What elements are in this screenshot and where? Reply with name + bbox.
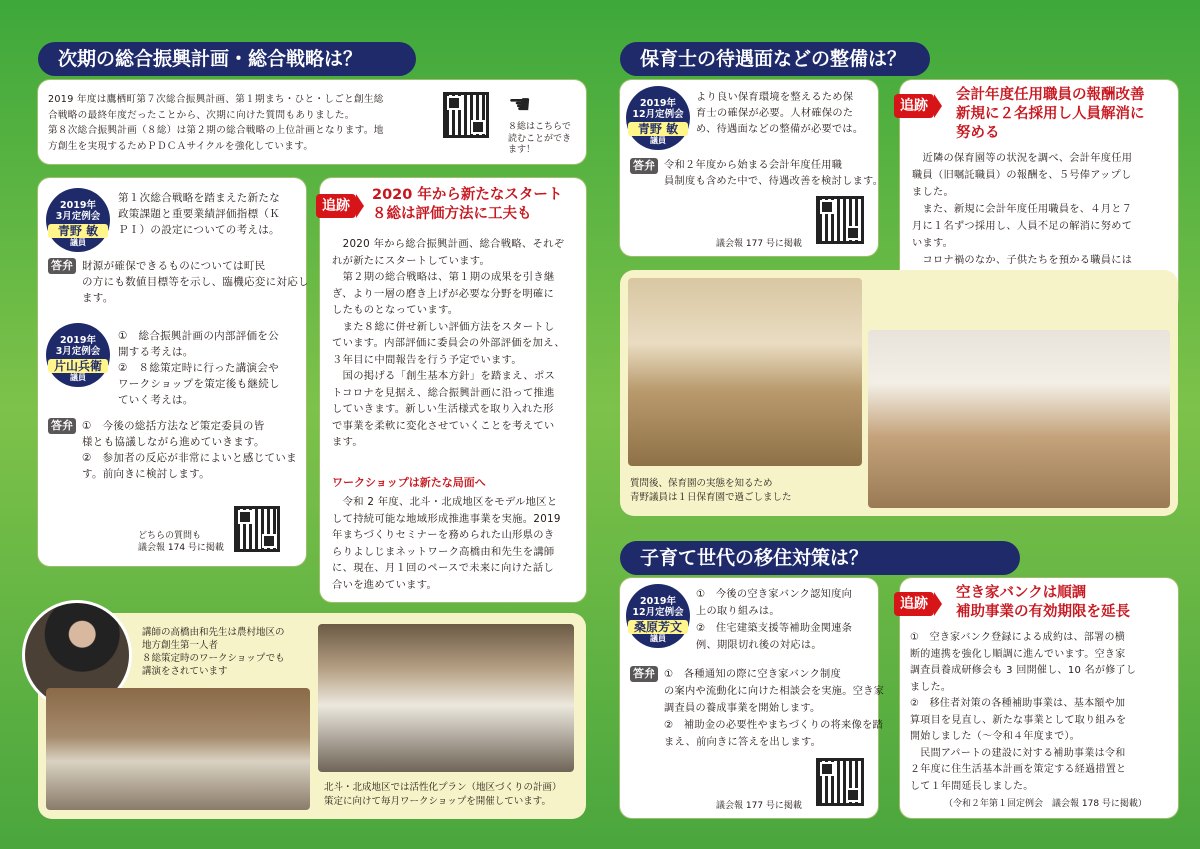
track-migration-heading: 空き家バンクは順調 補助事業の有効期限を延長 [956, 585, 1130, 620]
section-title-nursery: 保育士の待遇面などの整備は？ [620, 42, 930, 76]
qr-code-8th-plan[interactable] [443, 92, 489, 138]
track-nursery-heading: 会計年度任用職員の報酬改善 新規に２名採用し人員解消に 努める [956, 87, 1145, 141]
tracking-badge-3: 追跡 [894, 592, 934, 616]
qr-note: ８総はこちらで 読むことができ ます！ [508, 122, 572, 155]
workshop-caption: 北斗・北成地区では活性化プラン（地区づくりの計画） 策定に向けて毎月ワークショップを開催しています。 [324, 782, 562, 807]
question-migration: ① 今後の空き家バンク認知度向 上の取り組みは。 ② 住宅建築支援等補助金関連条 例、期限切れ後の対応は。 [696, 589, 853, 651]
answer-kpi: 財源が確保できるものについては町民 の方にも数値目標等を示し、臨機応変に対応し ます。 [82, 260, 309, 304]
note-177-b: 議会報 177 号に掲載 [716, 801, 802, 811]
badge-katayama-march: 2019年 3月定例会 片山兵衛 議員 [46, 323, 110, 387]
qr-code-177-b[interactable] [816, 758, 864, 806]
note-174: どちらの質問も 議会報 174 号に掲載 [138, 531, 224, 553]
tracking-badge-2: 追跡 [894, 94, 934, 118]
answer-label: 答弁 [48, 258, 76, 274]
intro-card [38, 80, 586, 164]
answer-migration: ① 各種通知の際に空き家バンク制度 の案内や流動化に向けた相談会を実施。空き家 調査員の養成事業を開始します。 ② 補助金の必要性やまちづくりの将来像を踏 まえ、前向きに答えを出します。 [664, 669, 885, 748]
question-kpi: 第１次総合戦略を踏まえた新たな 政策課題と重要業績評価指標（Ｋ ＰＩ）の設定についての考えは。 [118, 192, 280, 236]
intro-text: 2019 年度は鷹栖町第７次総合振興計画、第１期まち・ひと・しごと創生総 合戦略の最終年度だったことから、次期に向けた質問もありました。 第８次総合振興計画（８総）は第２期の総合戦略の上位計画となります。地 方創生を実現するためＰＤＣＡサイクルを強化しています。 [48, 94, 384, 152]
nursery-photo-1 [628, 278, 862, 466]
tracking-badge: 追跡 [316, 194, 356, 218]
question-evaluation: ① 総合振興計画の内部評価を公 開する考えは。 ② ８総策定時に行った講演会や ワークショップを策定後も継続し ていく考えは。 [118, 330, 280, 406]
badge-aono-march: 2019年 3月定例会 青野 敏 議員 [46, 188, 110, 252]
question-nursery: より良い保育環境を整えるため保 育士の確保が必要。人材確保のた め、待遇面などの整備が必要では。 [696, 92, 864, 135]
qr-code-177-a[interactable] [816, 196, 864, 244]
answer-label-2: 答弁 [48, 418, 76, 434]
section-title-strategy: 次期の総合振興計画・総合戦略は？ [38, 42, 416, 76]
pointing-hand-icon: ☚ [508, 90, 532, 120]
workshop-photo-left [46, 688, 310, 810]
track-strategy-body: 2020 年から総合振興計画、総合戦略、それぞ れが新たにスタートしています。 第２期の総合戦略は、第１期の成果を引き継 ぎ、より一層の磨き上げが必要な分野を明確に したものとなっています。 また８総に併せ新しい評価方法をスタートし ています。内部評価に委員会の外部評価を加え、 ３年目に中間報告を行う予定でいます。 国の掲げる「創生基本方針」を踏まえ、ポス トコロナを見据え、総合振興計画に沿って推進 していきます。新しい生活様式を取り入れた形 で事業を柔軟に変化させていくことを考えてい ます。 [332, 238, 565, 448]
answer-label-4: 答弁 [630, 666, 658, 682]
track-strategy-heading: 2020 年から新たなスタート ８総は評価方法に工夫も [372, 187, 563, 222]
answer-nursery: 令和２年度から始まる会計年度任用職 員制度も含めた中で、待遇改善を検討します。 [664, 160, 884, 187]
workshop-photo-right [318, 624, 574, 772]
badge-kuwabara-december: 2019年 12月定例会 桑原芳文 議員 [626, 584, 690, 648]
note-177-a: 議会報 177 号に掲載 [716, 239, 802, 249]
workshop-subheading: ワークショップは新たな局面へ [332, 476, 486, 489]
nursery-qa-card [620, 80, 884, 256]
track-migration-body: ① 空き家バンク登録による成約は、部署の横 断的連携を強化し順調に進んでいます。空き家 調査員養成研修会も 3 回開催し、10 名が修了し ました。 ② 移住者対策の各種補助事業は、基本額や加 算項目を見直し、新たな事業として取り組みを 開始しました（～令和４年度まで）。 民間アパートの建設に対する補助事業は令和 ２年度に住生活基本計画を策定する経過措置と して１年間延長しました。 [910, 632, 1137, 792]
section-title-migration: 子育て世代の移住対策は？ [620, 541, 1020, 575]
nursery-caption: 質問後、保育園の実態を知るため 青野議員は１日保育園で過ごしました [630, 478, 792, 503]
badge-aono-december: 2019年 12月定例会 青野 敏 議員 [626, 86, 690, 150]
track-strategy-card [320, 178, 586, 602]
track-migration-card [900, 578, 1178, 818]
speaker-caption: 講師の高橋由和先生は農村地区の 地方創生第一人者 ８総策定時のワークショップでも 講演をされています [142, 627, 285, 677]
nursery-photo-2 [868, 330, 1170, 508]
answer-evaluation: ① 今後の総括方法など策定委員の皆 様とも協議しながら進めていきます。 ② 参加者の反応が非常によいと感じていま す。前向きに検討します。 [82, 420, 297, 480]
migration-qa-card [620, 578, 885, 818]
track-nursery-body: 近隣の保育園等の状況を調べ、会計年度任用 職員（旧嘱託職員）の報酬を、５号俸アップし ました。 また、新規に会計年度任用職員を、４月と７ 月に１名ずつ採用し、人員不足の解消に努めて います。 コロナ禍のなか、子供たちを預かる職員には [912, 153, 1133, 266]
answer-label-3: 答弁 [630, 158, 658, 174]
note-178: （令和２年第１回定例会 議会報 178 号に掲載） [944, 799, 1147, 809]
strategy-qa-card [38, 178, 309, 566]
qr-code-174[interactable] [234, 506, 280, 552]
workshop-body: 令和 2 年度、北斗・北成地区をモデル地区と して持続可能な地域形成推進事業を実施。2019 年まちづくりセミナーを務められた山形県のき らりよしじまネットワーク高橋由和先生を講師 に、現在、月１回のペースで未来に向けた話し 合いを進めています。 [332, 496, 561, 591]
